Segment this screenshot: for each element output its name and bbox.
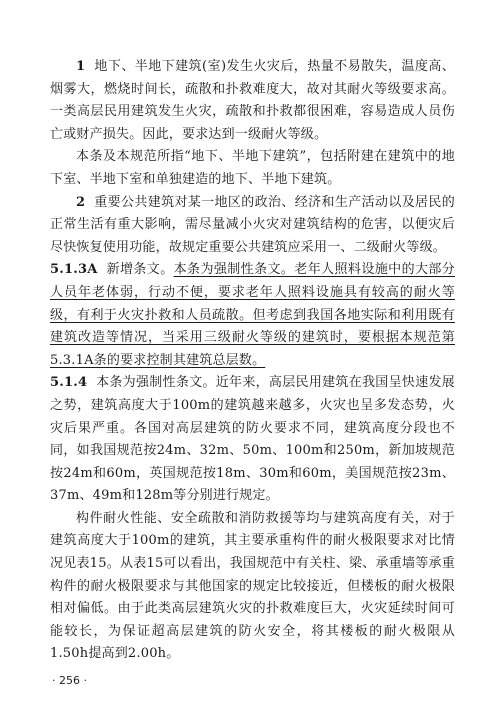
mandatory-clause-text: 本条为强制性条文。老年人照料设施中的大部分人员年老体弱，行动不便，要求老年人照料设施具有较高的耐火等级，有利于火灾扑救和人员疏散。但考虑到我国各地实际和利用既有建筑改造等情况，当采用三级耐火等级的建筑时，要根据本规范第5.3.1A条的要求控制其建筑总层数。 xyxy=(50,262,455,368)
item-number: 2 xyxy=(76,194,86,210)
clause-number: 5.1.4 xyxy=(50,375,88,391)
clause-5-1-4 xyxy=(50,372,455,508)
paragraph-text: 重要公共建筑对某一地区的政治、经济和生产活动以及居民的正常生活有重大影响，需尽量减小火灾对建筑结构的危害，以便灾后尽快恢复使用功能，故规定重要公共建筑应采用一、二级耐火等级。 xyxy=(50,194,455,255)
paragraph-6 xyxy=(50,508,455,666)
clause-number: 5.1.3A xyxy=(50,262,98,278)
paragraph-text: 本条为强制性条文。近年来，高层民用建筑在我国呈快速发展之势，建筑高度大于100m的建筑越来越多，火灾也呈多发态势，火灾后果严重。各国对高层建筑的防火要求不同，建筑高度分段也不同，如我国规范按24m、32m、50m、100m和250m，新加坡规范按24m和60m，英国规范按18m、30m和60m，美国规范按23m、37m、49m和128m等分别进行规定。 xyxy=(50,375,455,504)
paragraph-1 xyxy=(50,56,455,146)
item-number: 1 xyxy=(76,59,86,74)
clause-lead: 新增条文。 xyxy=(106,262,174,278)
paragraph-text: 本条及本规范所指“地下、半地下建筑”，包括附建在建筑中的地下室、半地下室和单独建造的地下、半地下建筑。 xyxy=(50,149,455,187)
paragraph-text: 地下、半地下建筑(室)发生火灾后，热量不易散失，温度高、烟雾大，燃烧时间长，疏散和扑救难度大，故对其耐火等级要求高。一类高层民用建筑发生火灾，疏散和扑救都很困难，容易造成人员伤亡或财产损失。因此，要求达到一级耐火等级。 xyxy=(50,59,455,142)
paragraph-2 xyxy=(50,146,455,191)
paragraph-text: 构件耐火性能、安全疏散和消防救援等均与建筑高度有关，对于建筑高度大于100m的建筑，其主要承重构件的耐火极限要求对比情况见表15。从表15可以看出，我国规范中有关柱、梁、承重墙等承重构件的耐火极限要求与其他国家的规定比较接近，但楼板的耐火极限相对偏低。由于此类高层建筑火灾的扑救难度巨大，火灾延续时间可能较长，为保证超高层建筑的防火安全，将其楼板的耐火极限从1.50h提高到2.00h。 xyxy=(50,510,455,662)
paragraph-3 xyxy=(50,192,455,260)
clause-5-1-3a xyxy=(50,259,455,372)
page-number: · 256 · xyxy=(52,674,87,687)
document-body xyxy=(50,56,455,666)
